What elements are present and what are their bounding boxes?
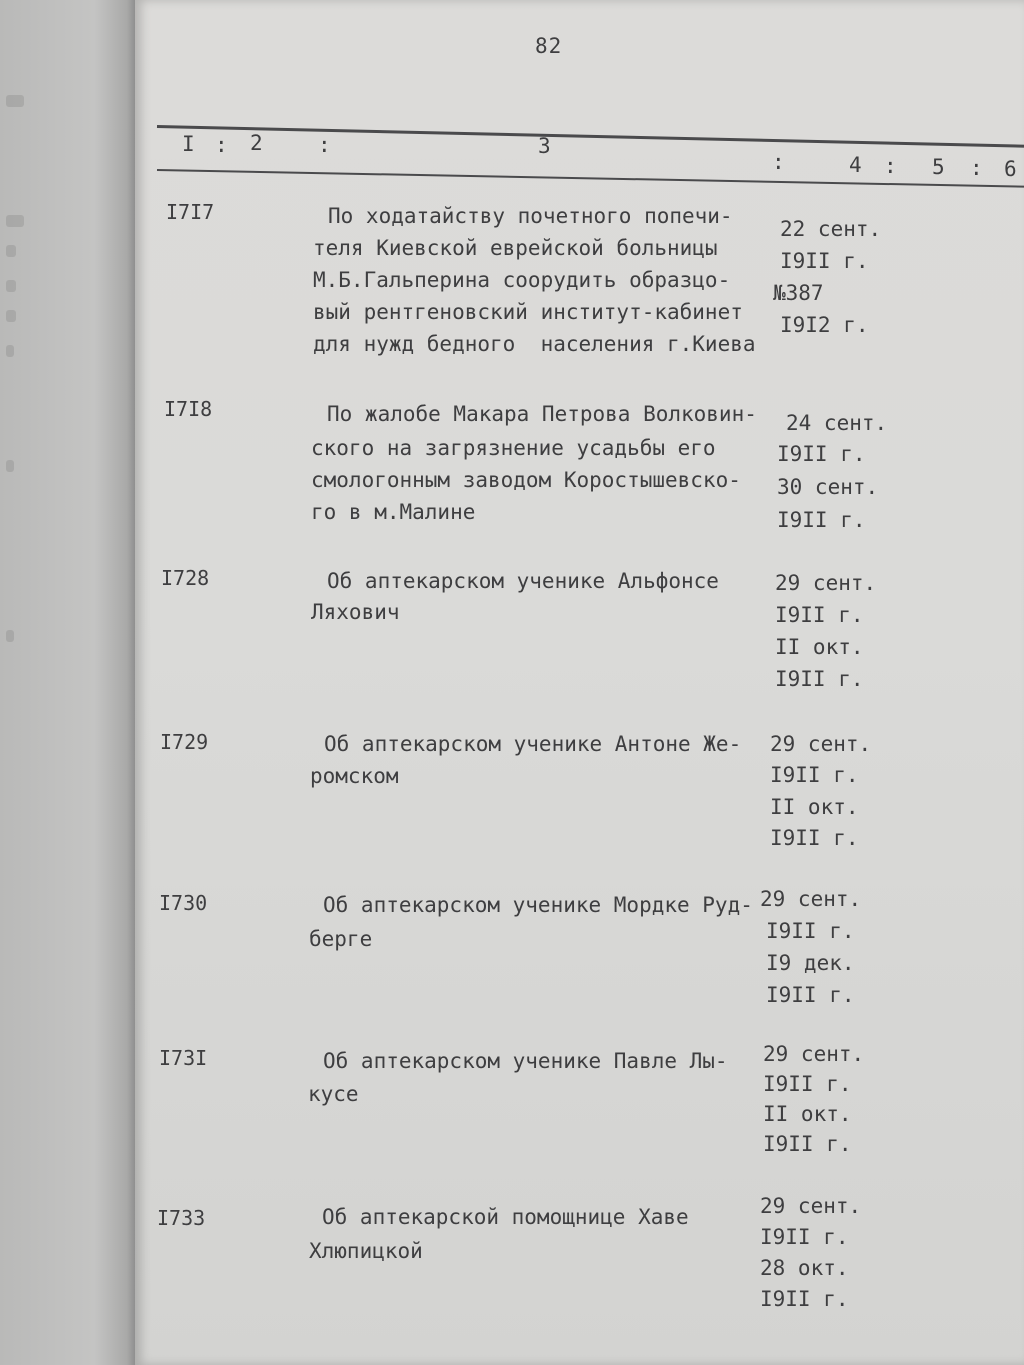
column-6-label: 6 xyxy=(1004,157,1018,181)
case-date: I9II г. xyxy=(766,983,855,1007)
case-description-line: Об аптекарской помощнице Хаве xyxy=(322,1205,689,1229)
case-number: I728 xyxy=(161,566,210,590)
case-description-line: М.Б.Гальперина соорудить образцо- xyxy=(313,268,731,292)
bleed-through-mark xyxy=(6,245,16,257)
bleed-through-mark xyxy=(6,280,16,292)
column-3-label: 3 xyxy=(538,134,552,158)
case-date: №387 xyxy=(773,281,824,305)
bleed-through-mark xyxy=(6,630,14,642)
case-number: I73I xyxy=(159,1046,208,1070)
column-separator: : xyxy=(772,150,786,174)
case-description-line: ского на загрязнение усадьбы его xyxy=(311,436,716,460)
case-description-line: По ходатайству почетного попечи- xyxy=(328,204,733,228)
case-description-line: Хлюпицкой xyxy=(309,1239,423,1263)
case-description-line: смологонным заводом Коростышевско- xyxy=(311,468,741,492)
case-date: I9II г. xyxy=(760,1225,849,1249)
case-date: 29 сент. xyxy=(760,887,862,911)
case-date: 30 сент. xyxy=(777,475,879,499)
case-description-line: го в м.Малине xyxy=(311,500,476,524)
column-5-label: 5 xyxy=(932,155,946,179)
case-date: I9II г. xyxy=(770,826,859,850)
case-description-line: берге xyxy=(309,927,373,951)
case-description-line: Об аптекарском ученике Альфонсе xyxy=(327,569,719,593)
case-date: I9I2 г. xyxy=(780,313,869,337)
case-description-line: теля Киевской еврейской больницы xyxy=(313,236,718,260)
case-date: II окт. xyxy=(763,1102,852,1126)
case-date: I9II г. xyxy=(763,1132,852,1156)
page-number: 82 xyxy=(535,34,563,58)
case-description-line: По жалобе Макара Петрова Волковин- xyxy=(327,402,757,426)
case-number: I7I8 xyxy=(164,397,213,421)
book-gutter xyxy=(0,0,135,1365)
bleed-through-mark xyxy=(6,345,14,357)
case-description-line: для нужд бедного населения г.Киева xyxy=(313,332,756,356)
case-description-line: Об аптекарском ученике Павле Лы- xyxy=(323,1049,728,1073)
case-date: 22 сент. xyxy=(780,217,882,241)
bleed-through-mark xyxy=(6,215,24,227)
column-1-label: I xyxy=(182,132,196,156)
case-date: 29 сент. xyxy=(763,1042,865,1066)
case-description-line: ромском xyxy=(310,764,399,788)
case-date: I9II г. xyxy=(777,508,866,532)
case-number: I7I7 xyxy=(166,200,215,224)
case-date: I9II г. xyxy=(763,1072,852,1096)
case-description-line: Об аптекарском ученике Антоне Же- xyxy=(324,732,742,756)
case-number: I730 xyxy=(159,891,208,915)
case-description-line: Об аптекарском ученике Мордке Руд- xyxy=(323,893,753,917)
case-date: I9II г. xyxy=(775,603,864,627)
case-date: I9 дек. xyxy=(766,951,855,975)
bleed-through-mark xyxy=(6,95,24,107)
case-number: I733 xyxy=(157,1206,206,1230)
case-date: I9II г. xyxy=(777,442,866,466)
case-date: I9II г. xyxy=(775,667,864,691)
case-date: II окт. xyxy=(770,795,859,819)
column-separator: : xyxy=(970,156,984,180)
bleed-through-mark xyxy=(6,460,14,472)
case-date: 28 окт. xyxy=(760,1256,849,1280)
case-description-line: кусе xyxy=(308,1082,359,1106)
column-separator: : xyxy=(884,154,898,178)
case-description-line: Ляхович xyxy=(311,600,400,624)
column-4-label: 4 xyxy=(849,153,863,177)
case-date: I9II г. xyxy=(780,249,869,273)
case-date: I9II г. xyxy=(770,763,859,787)
case-date: 29 сент. xyxy=(760,1194,862,1218)
column-separator: : xyxy=(215,133,229,157)
case-description-line: вый рентгеновский институт-кабинет xyxy=(313,300,743,324)
column-2-label: 2 xyxy=(250,131,264,155)
case-date: II окт. xyxy=(775,635,864,659)
column-separator: : xyxy=(318,133,332,157)
case-date: 24 сент. xyxy=(786,411,888,435)
case-date: 29 сент. xyxy=(770,732,872,756)
case-date: I9II г. xyxy=(766,919,855,943)
case-date: I9II г. xyxy=(760,1287,849,1311)
case-date: 29 сент. xyxy=(775,571,877,595)
bleed-through-mark xyxy=(6,310,16,322)
case-number: I729 xyxy=(160,730,209,754)
